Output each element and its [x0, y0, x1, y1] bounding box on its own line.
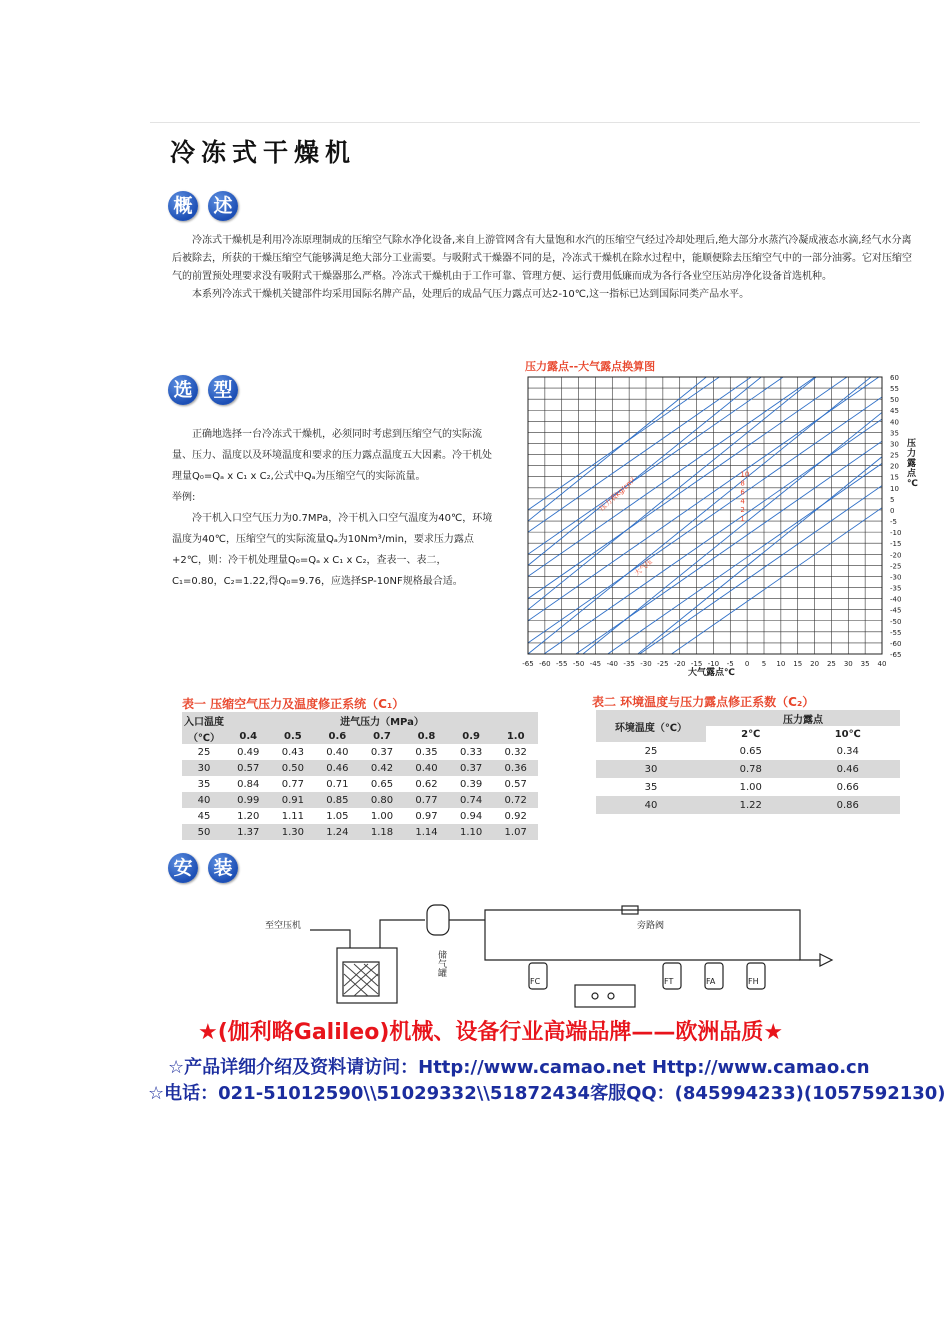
table2-cell: 0.46: [795, 760, 900, 778]
table-row: [596, 742, 900, 760]
y-tick-label: 35: [890, 429, 899, 438]
selection-badge-2: 型: [208, 375, 238, 405]
table1-cell: 0.99: [226, 792, 271, 808]
x-tick-label: 5: [761, 660, 767, 668]
selection-paragraph-2: 冷干机入口空气压力为0.7MPa，冷干机入口空气温度为40℃，环境温度为40℃，压缩空气的实际流量Qₐ为10Nm³/min，要求压力露点+2℃，则：冷干机处理量Q₀=Qₐ x C₁ x C₂，查表一、表二，C₁=0.80，C₂=1.22,得Q₀=9.76，应选择SP-10NF规格最合适。: [172, 513, 493, 587]
table1-cell: 1.10: [449, 824, 494, 840]
y-tick-label: 0: [890, 506, 895, 515]
x-tick-label: -60: [539, 660, 551, 668]
table1-header-row-2: [182, 728, 538, 744]
table-row: [596, 778, 900, 796]
table1-h-pressure-4: 0.8: [404, 728, 449, 744]
table1-h-pressure-2: 0.6: [315, 728, 360, 744]
y-tick-label: -60: [890, 639, 902, 648]
table1-h-pressure-3: 0.7: [360, 728, 405, 744]
table2-cell: 0.65: [739, 745, 762, 757]
table2-h-2c: 2℃: [706, 726, 795, 742]
storage-tank: [427, 905, 449, 935]
x-tick-label: 35: [860, 660, 870, 668]
pressure-curve-steep: [528, 457, 882, 688]
pressure-curve: [528, 368, 882, 532]
footer-phone-line: ☆电话：021-51012590\\51029332\\51872434客服QQ：(845994233)(1057592130): [148, 1083, 946, 1104]
table2-cell-temp: 25: [644, 745, 658, 757]
table2-title: 表二 环境温度与压力露点修正系数（C₂）: [592, 695, 815, 709]
dryer-grille-pattern: [344, 964, 378, 996]
pressure-label: 2: [740, 506, 745, 515]
table1-cell: 1.18: [360, 824, 405, 840]
table1-cell: 0.35: [415, 746, 438, 758]
table-row: [596, 796, 900, 814]
chart-lines: [528, 368, 882, 688]
y-tick-label: -45: [890, 606, 902, 615]
y-tick-label: 25: [890, 451, 899, 460]
table1-cell: 1.07: [493, 824, 538, 840]
table1-cell-temp: 45: [197, 810, 211, 822]
pressure-curve: [528, 419, 882, 665]
y-tick-label: -65: [890, 651, 902, 659]
y-tick-label: -30: [890, 573, 902, 582]
table-row: [182, 744, 538, 760]
table2-h-dew: 压力露点: [706, 710, 900, 726]
x-tick-label: -50: [572, 660, 585, 668]
table1-cell: 0.33: [459, 746, 483, 758]
table1-cell: 1.37: [226, 824, 271, 840]
x-tick-label: 20: [810, 660, 820, 668]
table1-cell: 0.50: [271, 760, 316, 776]
x-tick-label: -35: [623, 660, 635, 668]
chart-annotation-pressure: 压力表kg/cm²: [597, 476, 638, 513]
x-tick-label: -25: [657, 660, 669, 668]
top-rule: [150, 122, 920, 123]
table1-h-temp-unit: （℃）: [182, 728, 226, 744]
table1-cell: 0.36: [493, 760, 538, 776]
overview-heading: [168, 191, 238, 221]
table1-cell: 1.00: [370, 810, 394, 822]
installation-diagram: [255, 890, 845, 1015]
x-tick-label: 0: [744, 660, 750, 668]
table-row: [596, 760, 900, 778]
label-bypass: 旁路阀: [637, 921, 665, 931]
pressure-label: 8: [740, 479, 745, 488]
pipe-to-compressor: [310, 930, 350, 948]
filter-label-ft: FT: [664, 977, 674, 986]
overview-paragraph-1: 冷冻式干燥机是利用冷冻原理制成的压缩空气除水净化设备,来自上游管网含有大量饱和水汽的压缩空气经过冷却处理后,绝大部分水蒸汽冷凝成液态水滴,经气水分离后被除去，所获的干燥压缩空气能够满足绝大部分工业需要。与吸附式干燥器不同的是，冷冻式干燥机在除水过程中，能顺便除去压缩空气中的一部分油雾。它对压缩空气的前置预处理要求没有吸附式干燥器那么严格。冷冻式干燥机由于工作可靠、管理方便、运行费用低廉而成为各行各业空压站房净化设备首选机种。: [172, 235, 912, 282]
pressure-label: 1: [740, 515, 745, 524]
y-axis-label: [907, 437, 918, 489]
table1-cell: 1.14: [404, 824, 449, 840]
x-tick-label: -45: [589, 660, 602, 668]
table2-cell: 0.34: [836, 745, 859, 757]
pressure-curve-steep: [528, 368, 882, 654]
overview-text: [172, 232, 920, 304]
table1-cell-temp: 30: [182, 760, 226, 776]
table1-cell: 0.43: [281, 746, 304, 758]
footer-brand-line: ★(伽利略Galileo)机械、设备行业高端品牌——欧洲品质★: [198, 1020, 784, 1045]
pressure-label: 6: [740, 488, 745, 497]
table1-cell: 0.37: [370, 746, 394, 758]
table1-cell: 0.77: [281, 778, 304, 790]
x-tick-label: -15: [690, 660, 703, 668]
chart-frame: [528, 377, 882, 654]
x-tick-labels: [522, 660, 886, 668]
y-tick-label: 45: [890, 407, 899, 416]
table1-cell: 0.40: [404, 760, 449, 776]
pressure-curve-steep: [528, 368, 882, 610]
label-tank: 储气罐: [436, 950, 446, 977]
table2-cell: 0.66: [836, 781, 859, 793]
overview-paragraph-2: 本系列冷冻式干燥机关键部件均采用国际名牌产品，处理后的成品气压力露点可达2-10℃,这一指标已达到国际同类产品水平。: [192, 289, 750, 300]
table1-cell: 0.72: [493, 792, 538, 808]
table1-cell: 0.57: [226, 760, 271, 776]
table1-cell: 0.92: [504, 810, 527, 822]
table1-cell-temp: 35: [197, 778, 211, 790]
filter-label-fh: FH: [748, 977, 759, 986]
pressure-curve: [528, 397, 882, 643]
x-tick-label: 15: [793, 660, 803, 668]
table1-cell: 0.85: [315, 792, 360, 808]
svg-text:压力露点℃: 压力露点℃: [907, 439, 918, 489]
table1-cell: 0.62: [415, 778, 438, 790]
table1-cell: 0.74: [449, 792, 494, 808]
y-tick-label: -20: [890, 551, 902, 560]
table1-cell-temp: 50: [182, 824, 226, 840]
table1-cell-temp: 25: [197, 746, 211, 758]
table1-title: 表一 压缩空气压力及温度修正系统（C₁）: [182, 697, 405, 711]
y-tick-label: 55: [890, 385, 899, 394]
table1-cell: 1.20: [237, 810, 260, 822]
table1-cell: 0.37: [449, 760, 494, 776]
table-row: [182, 808, 538, 824]
table1-cell: 0.42: [360, 760, 405, 776]
table1-cell: 0.39: [459, 778, 483, 790]
table1-cell: 0.77: [404, 792, 449, 808]
selection-example-label: 举例:: [172, 492, 196, 503]
table2-cell-temp: 30: [596, 760, 706, 778]
control-box: [575, 985, 635, 1007]
x-tick-label: -10: [707, 660, 720, 668]
y-tick-label: 15: [890, 473, 899, 482]
table2-cell-temp: 40: [596, 796, 706, 814]
x-tick-label: -65: [522, 660, 534, 668]
table2-h-10c: 10℃: [795, 726, 900, 742]
x-axis-label: 大气露点℃: [688, 668, 735, 678]
pressure-labels: [740, 471, 749, 523]
y-tick-label: 20: [890, 462, 899, 471]
table1-cell: 0.97: [415, 810, 438, 822]
table2-cell-temp: 35: [644, 781, 658, 793]
table1-cell: 1.05: [326, 810, 349, 822]
y-tick-label: 30: [890, 440, 899, 449]
outlet-arrow: [820, 954, 832, 966]
table1-cell-temp: 40: [182, 792, 226, 808]
label-compressor: 至空压机: [265, 921, 302, 931]
overview-badge-2: 述: [208, 191, 238, 221]
y-tick-label: 10: [890, 484, 899, 493]
table1-cell: 0.46: [315, 760, 360, 776]
selection-heading: [168, 375, 238, 405]
table-row: [182, 760, 538, 776]
chart-annotation-atm: 大气压: [632, 557, 654, 578]
install-badge-1: 安: [168, 853, 198, 883]
chart-grid: [528, 377, 882, 654]
table1-h-pressure-0: 0.4: [226, 728, 271, 744]
x-tick-label: 25: [826, 660, 836, 668]
install-badge-2: 装: [208, 853, 238, 883]
table1-h-pressure-5: 0.9: [449, 728, 494, 744]
filter-label-fa: FA: [706, 977, 716, 986]
overview-badge-1: 概: [168, 191, 198, 221]
table2-cell: 0.78: [706, 760, 795, 778]
x-tick-label: -30: [640, 660, 652, 668]
table1-cell: 0.57: [504, 778, 527, 790]
y-tick-label: -10: [890, 529, 902, 538]
table1-cell: 0.94: [459, 810, 483, 822]
y-tick-label: -35: [890, 584, 902, 593]
table1-cell: 0.80: [360, 792, 405, 808]
table2-cell: 0.86: [795, 796, 900, 814]
x-tick-label: 40: [877, 660, 887, 668]
table2-header-row-1: [596, 710, 900, 726]
y-tick-labels: [890, 374, 901, 659]
chart-title: 压力露点--大气露点换算图: [525, 360, 656, 373]
y-tick-label: 5: [890, 495, 895, 504]
page-title: 冷冻式干燥机: [170, 138, 357, 167]
control-indicator-1: [592, 993, 598, 999]
x-tick-label: -40: [606, 660, 619, 668]
selection-badge-1: 选: [168, 375, 198, 405]
x-tick-label: 30: [843, 660, 853, 668]
table-row: [182, 792, 538, 808]
filter-label-fc: FC: [530, 977, 541, 986]
pressure-label: 4: [740, 497, 745, 506]
table1-cell: 0.91: [271, 792, 316, 808]
table-row: [182, 824, 538, 840]
pipe-dryer-out: [380, 920, 425, 948]
x-tick-label: -55: [555, 660, 568, 668]
y-tick-label: -55: [890, 628, 902, 637]
table2-cell: 1.22: [706, 796, 795, 814]
selection-paragraph-1: 正确地选择一台冷冻式干燥机，必须同时考虑到压缩空气的实际流量、压力、温度以及环境温度和要求的压力露点温度五大因素。冷干机处理量Q₀=Qₐ x C₁ x C₂,公式中Qₐ为压缩空气的实际流量。: [172, 429, 492, 482]
table2-h-env: 环境温度（℃）: [596, 710, 706, 742]
table1-h-temp: 入口温度: [182, 712, 226, 728]
control-indicator-2: [608, 993, 614, 999]
y-tick-label: -25: [890, 562, 902, 571]
table1-cell: 0.32: [504, 746, 527, 758]
table2-cell: 1.00: [739, 781, 762, 793]
pressure-label: 10: [740, 470, 750, 479]
y-tick-label: -50: [890, 617, 902, 626]
pressure-curve: [528, 368, 882, 554]
table1-h-pressure: 进气压力（MPa）: [226, 712, 538, 728]
pressure-curve: [528, 375, 882, 621]
table1-header-row-1: [182, 712, 538, 728]
table1-h-pressure-6: 1.0: [493, 728, 538, 744]
y-tick-label: -5: [890, 518, 897, 527]
table1-cell: 1.11: [281, 810, 304, 822]
footer-website-line: ☆产品详细介绍及资料请访问：Http://www.camao.net Http://www.camao.cn: [168, 1057, 870, 1078]
table1-cell: 0.84: [237, 778, 260, 790]
selection-text: [172, 424, 494, 592]
y-tick-label: -40: [890, 595, 902, 604]
y-tick-label: -15: [890, 540, 902, 549]
x-tick-label: -5: [726, 660, 734, 668]
pipe-bypass: [485, 910, 820, 960]
x-tick-label: 10: [776, 660, 786, 668]
pipe-main-lower: [485, 920, 533, 960]
table2: [596, 710, 900, 814]
install-heading: [168, 853, 238, 883]
table1-cell: 0.71: [326, 778, 349, 790]
table1-cell: 0.40: [326, 746, 349, 758]
x-tick-label: -20: [673, 660, 686, 668]
table-row: [182, 776, 538, 792]
table1: [182, 712, 538, 840]
table1-h-pressure-1: 0.5: [271, 728, 316, 744]
table1-cell: 0.49: [237, 746, 260, 758]
table1-cell: 1.24: [315, 824, 360, 840]
y-tick-label: 40: [890, 418, 899, 427]
table1-cell: 0.65: [370, 778, 394, 790]
y-tick-label: 50: [890, 396, 899, 405]
y-tick-label: 60: [890, 374, 899, 382]
dewpoint-chart: [510, 368, 930, 688]
table1-cell: 1.30: [271, 824, 316, 840]
